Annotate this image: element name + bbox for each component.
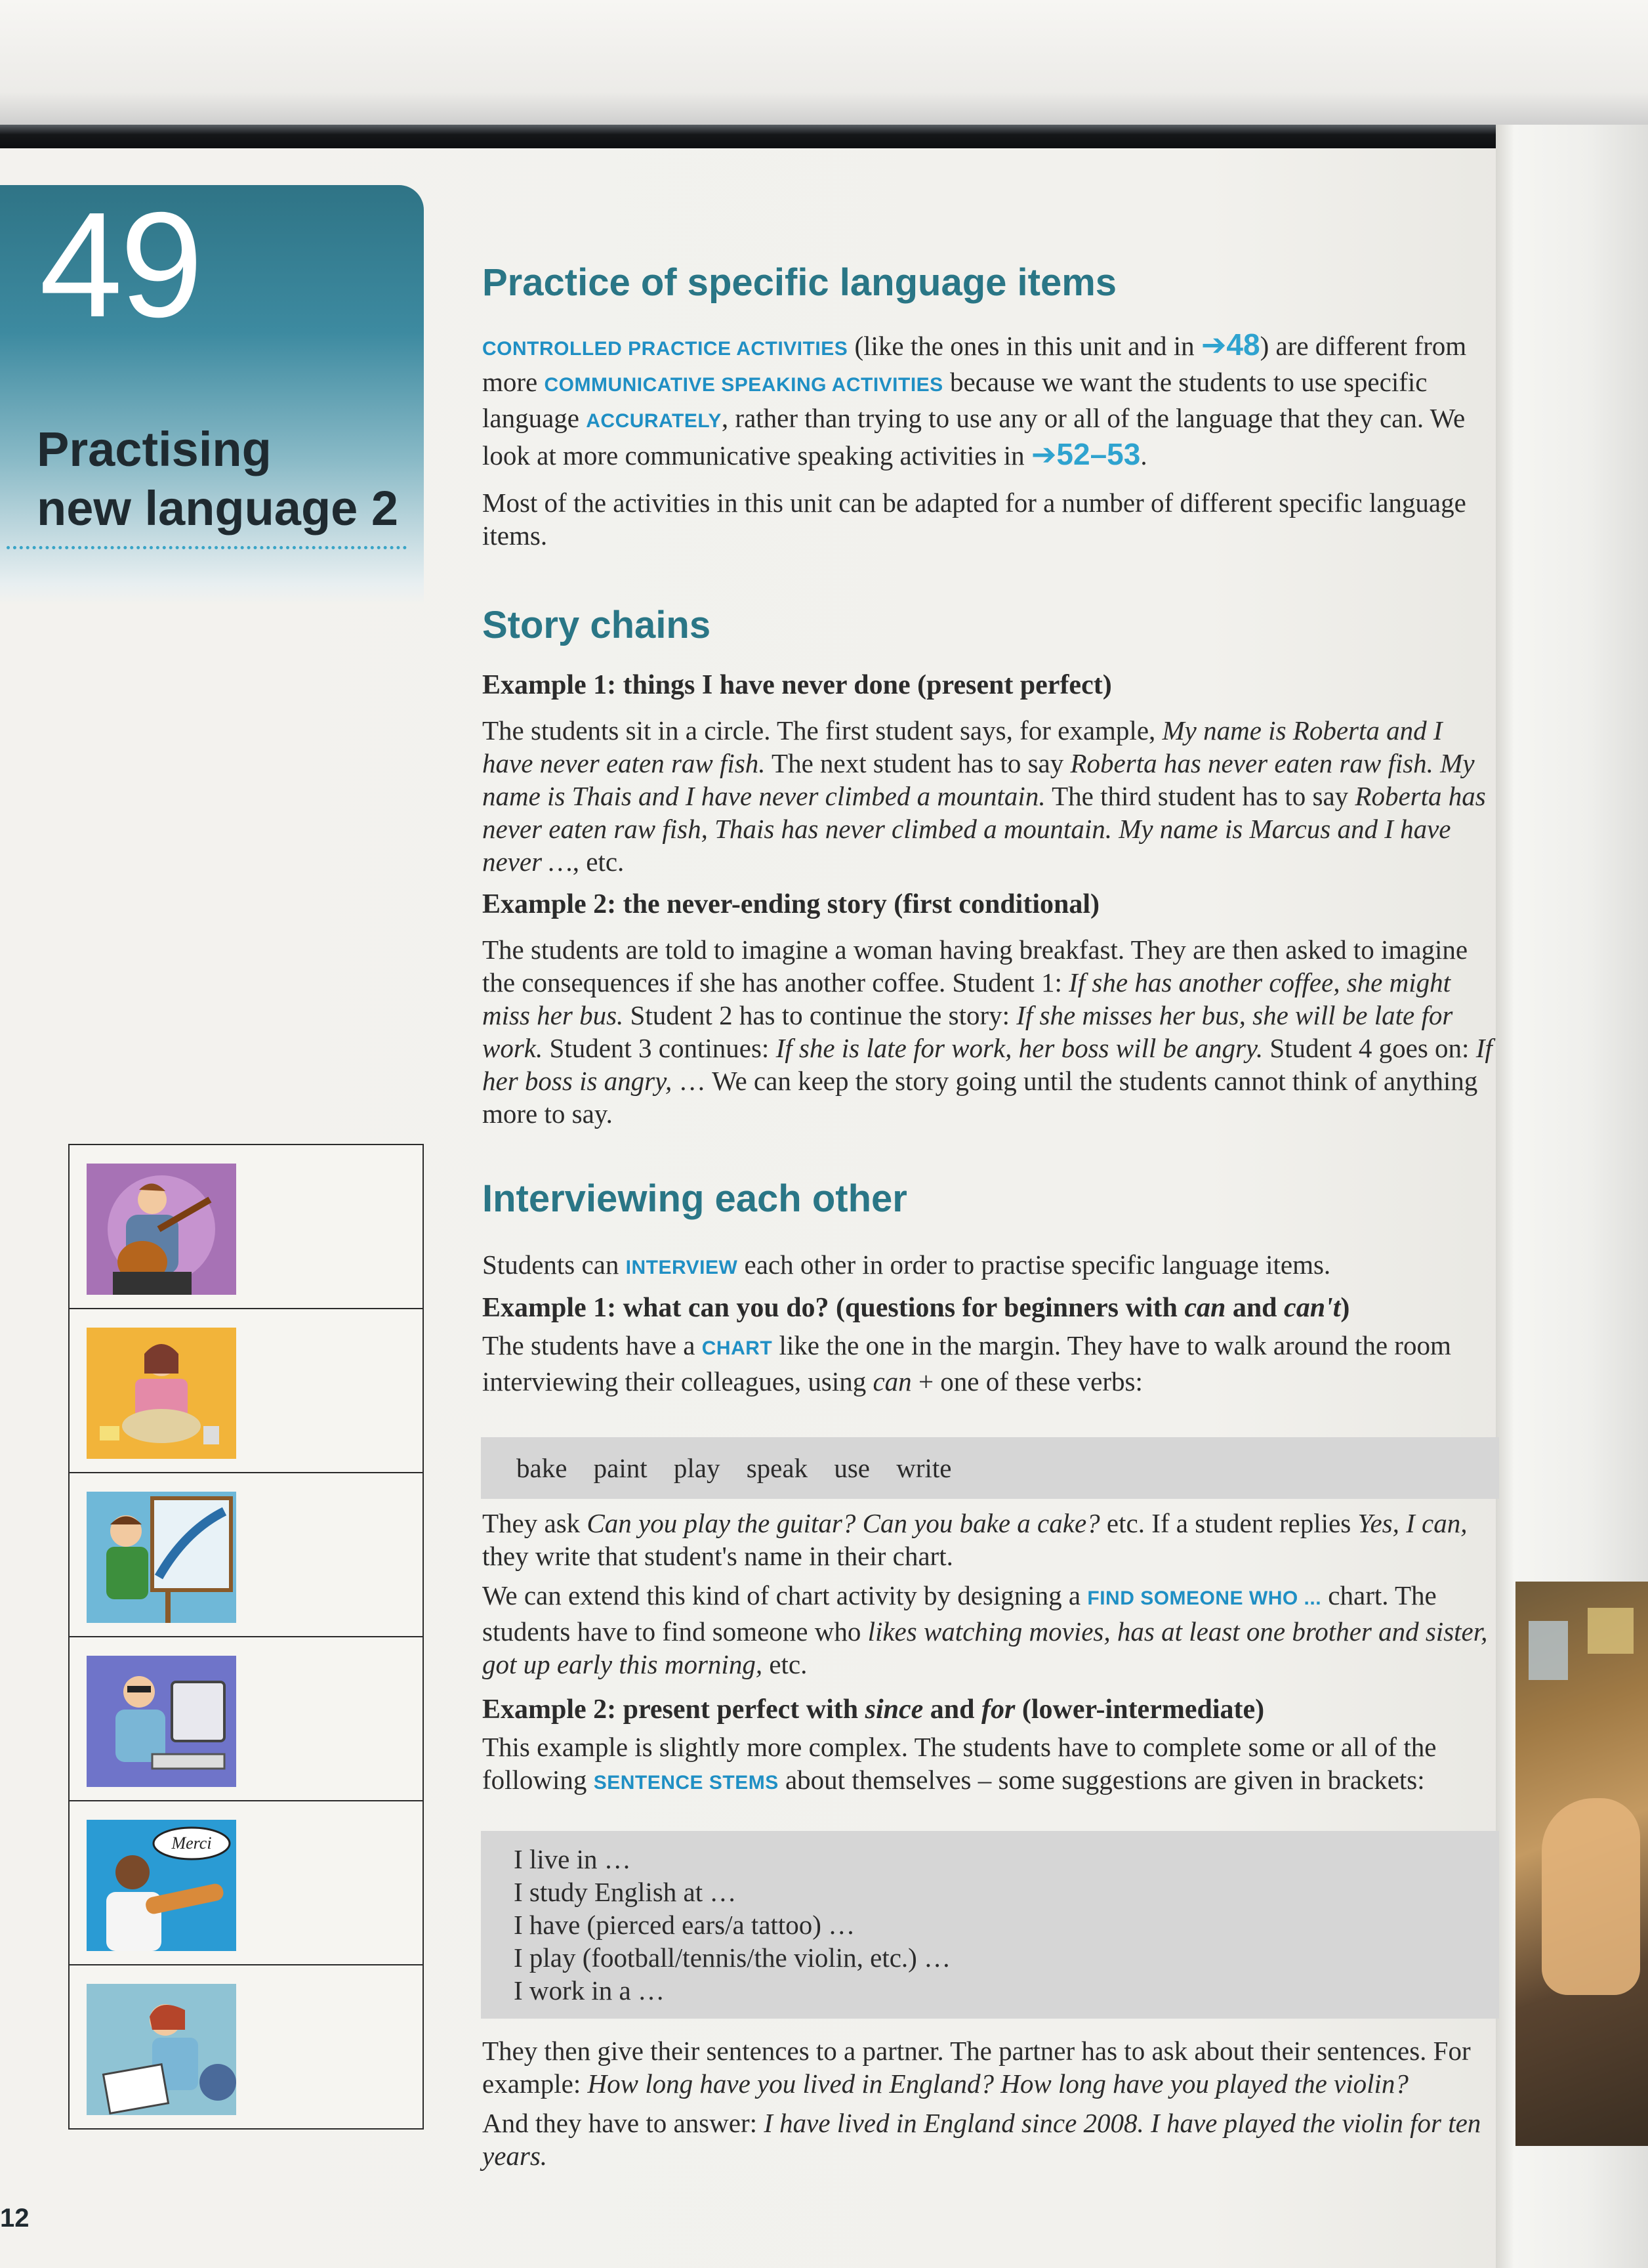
paragraph: We can extend this kind of chart activity by designing a FIND SOMEONE WHO ... chart. The students have to find someone who likes watching movies, has at least one brother and sister, got up early this morning, etc.	[482, 1580, 1488, 1679]
paragraph: Students can INTERVIEW each other in order to practise specific language items.	[482, 1250, 1331, 1280]
chart-row	[70, 1800, 422, 1964]
section-interviewing-end	[482, 2034, 1499, 2172]
margin-chart	[68, 1144, 424, 2130]
section-practice	[482, 260, 1499, 552]
chart-row	[70, 1964, 422, 2128]
section-heading: Interviewing each other	[482, 1177, 907, 1220]
paragraph: CONTROLLED PRACTICE ACTIVITIES (like the ones in this unit and in ➔48) are different from more COMMUNICATIVE SPEAKING ACTIVITIES because we want the students to use specific language ACCURATELY, rather than trying to use any or all of the language that they can. We look at more communicative speaking activities in ➔52–53.	[482, 327, 1467, 471]
paragraph: The students have a CHART like the one in the margin. They have to walk around the room interviewing their colleagues, using can + one of these verbs:	[482, 1330, 1451, 1396]
sentence-stems-list	[481, 1831, 1499, 2019]
cross-reference-link[interactable]: ➔48	[1201, 327, 1260, 362]
painting-icon	[87, 1492, 236, 1623]
paragraph: This example is slightly more complex. The students have to complete some or all of the following SENTENCE STEMS about themselves – some suggestions are given in brackets:	[482, 1732, 1437, 1795]
writing-icon	[87, 1984, 236, 2115]
example-heading: Example 2: present perfect with since and for (lower-intermediate)	[482, 1694, 1265, 1725]
section-interviewing-cont	[482, 1507, 1499, 1799]
chart-row	[70, 1308, 422, 1472]
sentence-stem: I live in …	[514, 1844, 631, 1874]
unit-title-line-1: Practising	[37, 422, 272, 476]
paragraph: They then give their sentences to a partner. The partner has to ask about their sentences. For example: How long have you lived in England? How long have you played the violin?	[482, 2036, 1471, 2099]
example-heading: Example 1: things I have never done (present perfect)	[482, 670, 1112, 700]
section-heading: Practice of specific language items	[482, 261, 1117, 304]
keyword: SENTENCE STEMS	[593, 1772, 779, 1794]
scan-top-margin	[0, 0, 1648, 131]
baking-icon	[87, 1328, 236, 1459]
chart-row	[70, 1472, 422, 1636]
facing-page-photo	[1515, 1582, 1648, 2146]
sentence-stem: I have (pierced ears/a tattoo) …	[514, 1910, 855, 1940]
section-story-chains	[482, 602, 1499, 1130]
unit-number: 49	[39, 182, 201, 348]
sentence-stems-box	[481, 1831, 1499, 2019]
keyword: INTERVIEW	[625, 1257, 738, 1278]
verbs-box	[481, 1437, 1499, 1499]
sentence-stem: I study English at …	[514, 1877, 737, 1907]
scan-shadow-bar	[0, 125, 1509, 150]
french-speaker-icon	[87, 1820, 236, 1951]
keyword: CHART	[701, 1337, 773, 1359]
paragraph: The students are told to imagine a woman having breakfast. They are then asked to imagine the consequences if she has another coffee. Student 1: If she has another coffee, she might miss her bus. Student 2 has to continue the story: If she misses her bus, she will be late for work. Student 3 continues: If she is late for work, her boss will be angry. Student 4 goes on: If her boss is angry, … We can keep the story going until the students cannot think of anything more to say.	[482, 934, 1493, 1129]
section-interviewing	[482, 1176, 1499, 1398]
paragraph: The students sit in a circle. The first student says, for example, My name is Roberta and I have never eaten raw fish. The next student has to say Roberta has never eaten raw fish. My name is Thais and I have never climbed a mountain. The third student has to say Roberta has never eaten raw fish, Thais has never climbed a mountain. My name is Marcus and I have never …, etc.	[482, 715, 1486, 877]
unit-title	[37, 420, 404, 538]
unit-title-line-2: new language 2	[37, 481, 399, 536]
keyword: FIND SOMEONE WHO ...	[1087, 1587, 1322, 1609]
cross-reference-link[interactable]: ➔52–53	[1031, 437, 1141, 471]
section-heading: Story chains	[482, 604, 711, 646]
speech-bubble-text: Merci	[171, 1834, 212, 1853]
sentence-stem: I work in a …	[514, 1975, 665, 2006]
dotted-divider	[7, 546, 407, 549]
chart-row	[70, 1145, 422, 1308]
example-heading: Example 1: what can you do? (questions for beginners with can and can't)	[482, 1293, 1350, 1323]
page-number: 12	[0, 2204, 30, 2233]
sentence-stem: I play (football/tennis/the violin, etc.) …	[514, 1942, 951, 1973]
keyword: COMMUNICATIVE SPEAKING ACTIVITIES	[544, 374, 943, 396]
paragraph: Most of the activities in this unit can be adapted for a number of different specific language items.	[482, 488, 1466, 551]
computer-user-icon	[87, 1656, 236, 1787]
keyword: ACCURATELY	[586, 410, 722, 432]
paragraph: They ask Can you play the guitar? Can you bake a cake? etc. If a student replies Yes, I can, they write that student's name in their chart.	[482, 1508, 1468, 1571]
verb-list: bake paint play speak use write	[516, 1453, 952, 1483]
keyword: CONTROLLED PRACTICE ACTIVITIES	[482, 338, 848, 360]
paragraph: And they have to answer: I have lived in England since 2008. I have played the violin for ten years.	[482, 2108, 1481, 2171]
chart-row	[70, 1636, 422, 1800]
guitar-player-icon	[87, 1164, 236, 1295]
example-heading: Example 2: the never-ending story (first conditional)	[482, 889, 1100, 919]
